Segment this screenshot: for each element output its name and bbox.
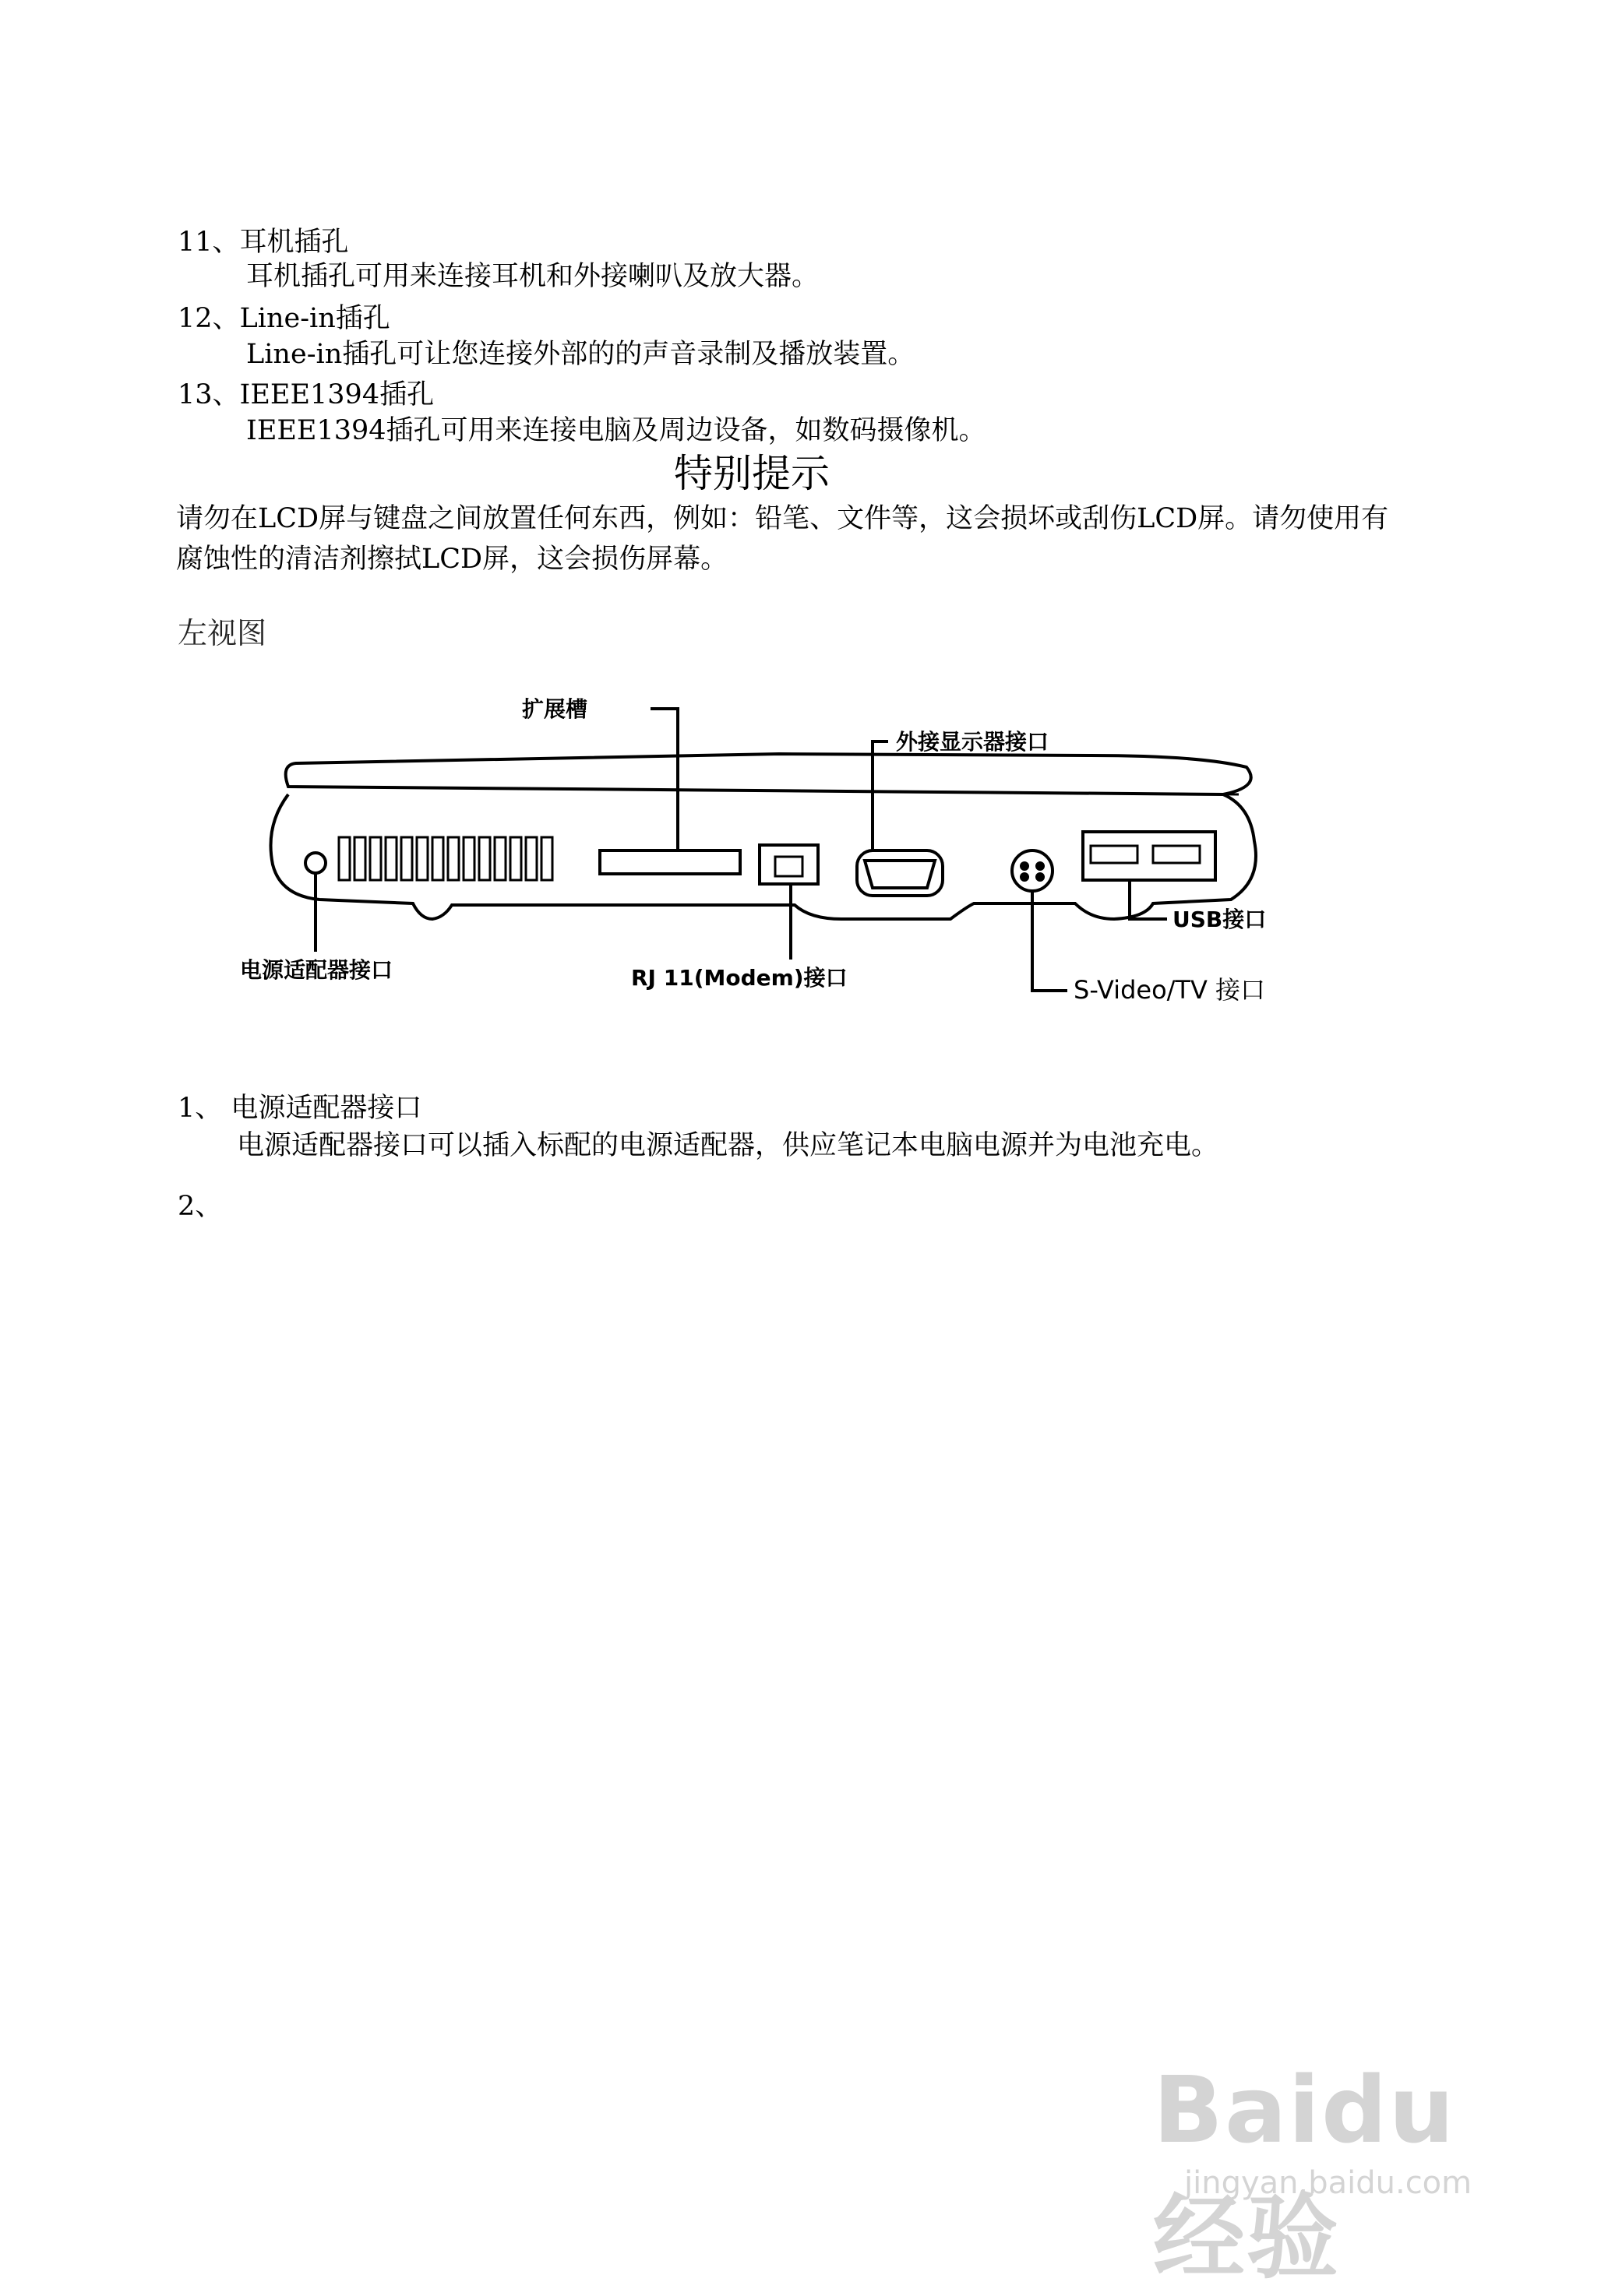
item-13-heading: 13、IEEE1394插孔 xyxy=(178,379,435,410)
laptop-left-view-diagram xyxy=(234,670,1324,1028)
notice-body: 请勿在LCD屏与键盘之间放置任何东西，例如：铅笔、文件等，这会损坏或刮伤LCD屏。请勿使用有腐蚀性的清洁剂擦拭LCD屏，这会损伤屏幕。 xyxy=(176,503,1389,575)
usb-port-group-icon xyxy=(1083,832,1215,880)
item-1-desc: 电源适配器接口可以插入标配的电源适配器，供应笔记本电脑电源并为电池充电。 xyxy=(237,1130,1219,1161)
expansion-slot-icon xyxy=(600,850,740,874)
label-power-adapter: 电源适配器接口 xyxy=(240,957,393,983)
rj11-port-icon xyxy=(760,845,818,884)
figure-title: 左视图 xyxy=(178,616,267,650)
item-12-heading: 12、Line-in插孔 xyxy=(178,303,390,334)
label-vga-port: 外接显示器接口 xyxy=(896,729,1049,755)
item-11-heading: 11、耳机插孔 xyxy=(178,227,349,258)
usb-port-2-icon xyxy=(1153,846,1200,863)
item-13-desc: IEEE1394插孔可用来连接电脑及周边设备，如数码摄像机。 xyxy=(246,415,986,446)
item-12-desc: Line-in插孔可让您连接外部的的声音录制及播放装置。 xyxy=(246,339,915,370)
label-expansion-slot: 扩展槽 xyxy=(522,696,588,722)
svideo-port-icon xyxy=(1012,850,1053,891)
label-rj11: RJ 11(Modem)接口 xyxy=(631,965,848,991)
item-1-heading: 1、 电源适配器接口 xyxy=(178,1093,422,1124)
label-svideo: S-Video/TV 接口 xyxy=(1074,975,1266,1005)
vent-grille xyxy=(339,837,552,880)
power-jack-icon xyxy=(305,853,326,873)
item-11-desc: 耳机插孔可用来连接耳机和外接喇叭及放大器。 xyxy=(246,261,820,292)
notice-title: 特别提示 xyxy=(674,451,830,496)
watermark-logo: Baidu 经验 xyxy=(1153,2056,1456,2291)
laptop-base-outline xyxy=(271,794,1257,919)
vga-port-icon xyxy=(865,861,935,888)
item-2-heading: 2、 xyxy=(178,1191,223,1222)
usb-port-1-icon xyxy=(1091,846,1137,863)
baidu-jingyan-watermark xyxy=(1153,2025,1558,2291)
label-usb: USB接口 xyxy=(1172,907,1267,932)
watermark-url: jingyan.baidu.com xyxy=(1184,2165,1472,2201)
